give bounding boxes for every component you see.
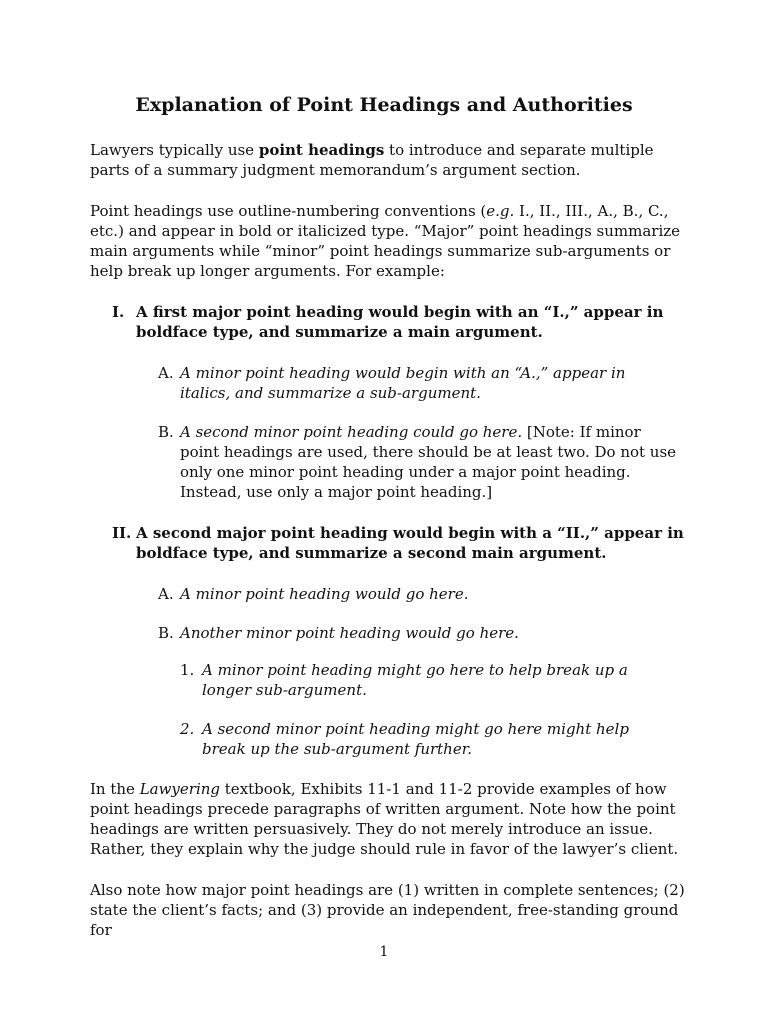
outline-marker: A. bbox=[158, 585, 174, 603]
major-headings-paragraph: Also note how major point headings are (1) written in complete sentences; (2) state the client’s facts; and (3) provide an independent, free-standing ground for bbox=[90, 881, 685, 939]
conventions-text-start: Point headings use outline-numbering conventions ( bbox=[90, 202, 487, 220]
point-headings-term: point headings bbox=[258, 141, 385, 159]
outline-text: A second major point heading would begin with a “II.,” appear in boldface type, and summarize a second main argument. bbox=[136, 524, 684, 562]
outline-item-minor-1a bbox=[158, 363, 670, 403]
outline-marker: I. bbox=[112, 303, 125, 321]
bracketed-note: [Note: If minor point headings are used, there should be at least two. Do not use only one minor point heading under a major point heading. Instead, use only a major point heading.] bbox=[180, 423, 677, 501]
outline-text: A minor point heading might go here to help break up a longer sub-argument. bbox=[202, 661, 628, 699]
lawyering-text-end: textbook, Exhibits 11-1 and 11-2 provide examples of how point headings precede paragraphs of written argument. Note how the point headings are written persuasively. They do not merely introduce an issue. Rather, they explain why the judge should rule in favor of the lawyer’s client. bbox=[90, 780, 679, 858]
outline-marker: B. bbox=[158, 423, 174, 441]
outline-text bbox=[180, 422, 678, 502]
outline-item-minor-1b bbox=[158, 422, 678, 502]
outline-item-major-2 bbox=[112, 523, 690, 563]
conventions-text-end: I., II., III., A., B., C., etc.) and appear in bold or italicized type. “Major” point headings summarize main arguments while “minor” point headings summarize sub-arguments or help break up longer arguments. For example: bbox=[90, 202, 681, 280]
outline-item-minor-2b bbox=[158, 623, 670, 643]
lawyering-paragraph bbox=[90, 779, 690, 859]
intro-text-start: Lawyers typically use bbox=[90, 141, 259, 159]
lawyering-text-start: In the bbox=[90, 780, 140, 798]
conventions-paragraph bbox=[90, 201, 690, 281]
outline-marker: 1. bbox=[180, 661, 195, 679]
outline-text: A first major point heading would begin with an “I.,” appear in boldface type, and summarize a main argument. bbox=[136, 303, 664, 341]
outline-marker: A. bbox=[158, 364, 174, 382]
outline-text: A minor point heading would begin with an “A.,” appear in italics, and summarize a sub-argument. bbox=[180, 364, 626, 402]
page-number: 1 bbox=[379, 944, 389, 960]
outline-item-major-1 bbox=[112, 302, 690, 342]
outline-item-sub-2b2 bbox=[180, 719, 670, 759]
minor-heading-italic: A second minor point heading could go here. bbox=[180, 423, 523, 441]
intro-paragraph bbox=[90, 140, 690, 180]
outline-text: A minor point heading would go here. bbox=[180, 585, 469, 603]
outline-marker: 2. bbox=[180, 720, 195, 738]
eg-abbreviation: e.g. bbox=[486, 202, 515, 220]
outline-item-sub-2b1 bbox=[180, 660, 670, 700]
outline-item-minor-2a bbox=[158, 584, 670, 604]
outline-text: Another minor point heading would go here. bbox=[180, 624, 519, 642]
intro-text-end: to introduce and separate multiple parts of a summary judgment memorandum’s argument section. bbox=[90, 141, 654, 179]
lawyering-book-title: Lawyering bbox=[139, 780, 221, 798]
outline-marker: II. bbox=[112, 524, 132, 542]
page-title: Explanation of Point Headings and Authorities bbox=[135, 94, 633, 116]
outline-marker: B. bbox=[158, 624, 174, 642]
outline-text: A second minor point heading might go here might help break up the sub-argument further. bbox=[202, 720, 629, 758]
